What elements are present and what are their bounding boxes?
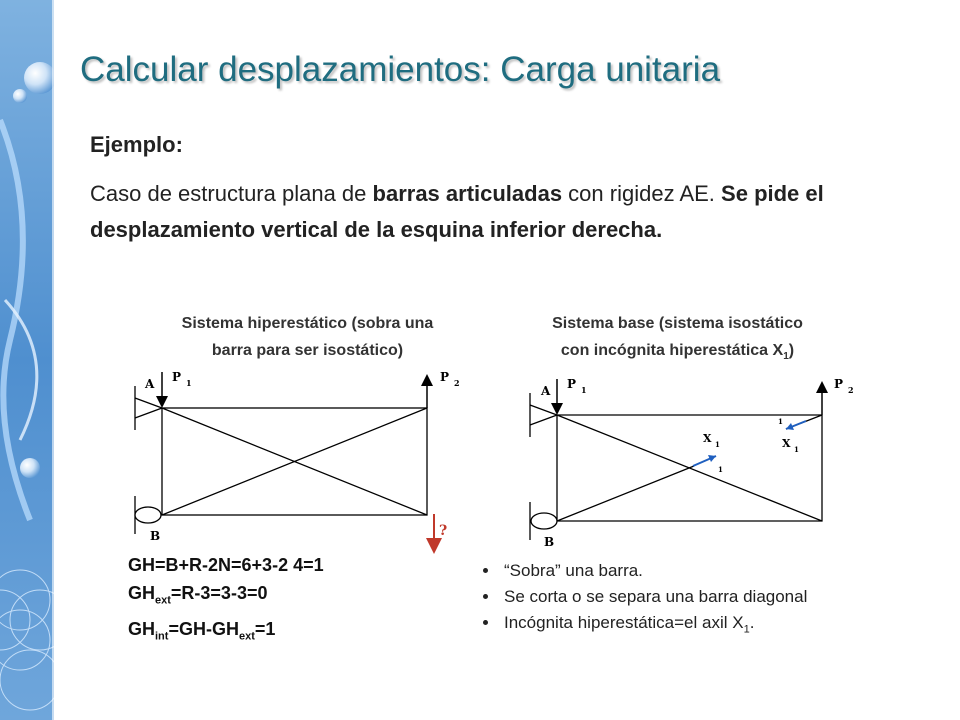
caption-right-close: ) (788, 342, 795, 359)
caption-right-line1: Sistema base (sistema isostático (552, 315, 803, 332)
statement-text-2: con rigidez AE. (562, 181, 722, 206)
notes-list (470, 558, 807, 642)
loads-left (162, 372, 434, 546)
equation-3-sub1: int (155, 630, 169, 643)
truss-right-cut-lower (557, 466, 694, 521)
label-b-left: B (150, 529, 161, 543)
caption-right-line2-text: con incógnita hiperestática (560, 342, 773, 359)
note-item-3-sub: 1 (743, 623, 750, 636)
statement-text-1: Caso de estructura plana de (90, 181, 373, 206)
note-item-3 (500, 610, 807, 642)
equation-2-text: GH (128, 583, 155, 603)
note-item-3-end: . (749, 613, 755, 632)
equation-3-end: =1 (254, 618, 276, 639)
label-p1-left: P (172, 370, 182, 384)
equations (128, 551, 324, 650)
label-a-right: A (541, 384, 551, 398)
note-item-1: • “Sobra” una barra. (500, 558, 807, 584)
label-x1-lower: X (703, 432, 712, 445)
label-a-left: A (145, 377, 155, 391)
label-question: ? (439, 523, 448, 539)
equation-3-text: GH (128, 618, 155, 639)
caption-left-line1: Sistema hiperestático (sobra una (181, 315, 434, 332)
caption-right-x: X (772, 342, 784, 359)
label-p2-right: P (834, 377, 844, 391)
label-p2-sub-left: 2 (454, 378, 460, 388)
label-x1-lower-sub: 1 (715, 440, 720, 449)
truss-right (530, 393, 822, 540)
equation-1-text: GH=B+R-2N=6+3-2 4=1 (128, 555, 324, 575)
label-p2-sub-right: 2 (848, 385, 854, 395)
equation-2 (128, 579, 324, 615)
label-p2-left: P (440, 370, 450, 384)
label-b-right: B (544, 535, 555, 549)
note-item-3-text: Incógnita hiperestática=el axil X (504, 613, 744, 632)
equation-2-sub: ext (155, 594, 171, 607)
statement-bold-1: barras articuladas (372, 181, 563, 206)
label-one-lower: 1 (718, 465, 723, 474)
equation-3 (128, 615, 324, 651)
truss-left (135, 386, 427, 534)
equation-2-rest: =R-3=3-3=0 (170, 583, 268, 603)
page-title: Calcular desplazamientos: Carga unitaria (80, 50, 721, 89)
label-p1-sub-left: 1 (186, 378, 192, 388)
support-b-roller-right (531, 513, 557, 529)
label-one-upper: 1 (778, 417, 783, 426)
support-b-roller (135, 507, 161, 523)
equation-1 (128, 551, 324, 579)
caption-left-line2: barra para ser isostático) (211, 342, 404, 359)
note-item-2: • Se corta o se separa una barra diagonal (500, 584, 807, 610)
equation-3-sub2: ext (238, 630, 255, 643)
label-x1-upper: X (782, 437, 791, 450)
label-p1-right: P (567, 377, 577, 391)
equation-3-mid: =GH-GH (168, 618, 239, 639)
example-heading: Ejemplo: (90, 132, 183, 157)
statement-bold-2: Se pide el desplazamiento vertical de la esquina inferior derecha. (90, 181, 824, 242)
label-x1-upper-sub: 1 (794, 445, 799, 454)
label-p1-sub-right: 1 (581, 385, 587, 395)
caption-right-sub: 1 (783, 351, 789, 363)
